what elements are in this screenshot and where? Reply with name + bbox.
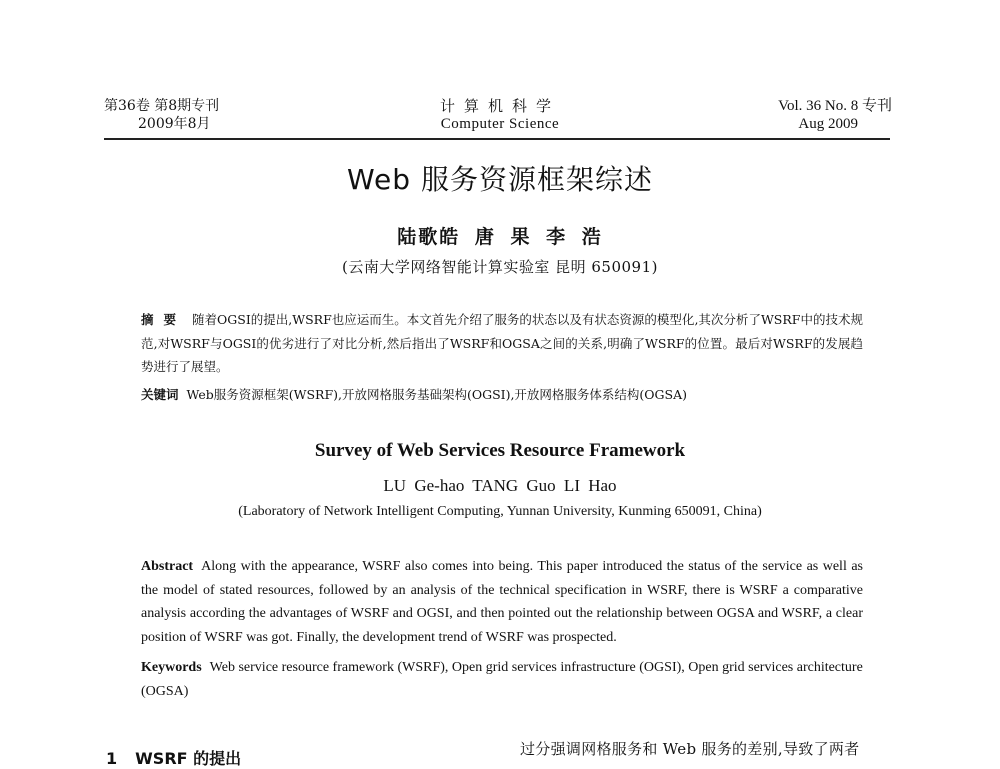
keywords-en [141,656,863,703]
paper-title-cn: Web 服务资源框架综述 [347,163,653,196]
issue-date-en: Aug 2009 [798,116,858,132]
abstract-en-text: Along with the appearance, WSRF also comes into being. This paper introduced the status of the service as well as the model of stated resources, followed by an analysis of the technical specification in WSRF, there is WSRF a comparative analysis according the advantages of WSRF and OGSI, and then pointed out the relationship between OGSA and WSRF, a clear position of WSRF was got. Finally, the development trend of WSRF was prospected. [141,559,863,645]
issue-date: 2009年8月 [138,116,211,132]
section-number: 1 [106,749,118,768]
authors-cn: 陆歌皓 唐 果 李 浩 [397,226,603,248]
abstract-en [141,555,863,649]
journal-name-cn: 计算机科学 [439,97,560,115]
keywords-en-label: Keywords [141,660,202,675]
journal-name [388,97,612,133]
affiliation-en: (Laboratory of Network Intelligent Computing, Yunnan University, Kunming 650091, China) [238,504,762,519]
affiliation-cn: (云南大学网络智能计算实验室 昆明 650091) [341,258,658,276]
keywords-cn-label: 关键词 [141,387,179,402]
abstract-cn-label: 摘要 [141,312,187,327]
volume-issue: 第36卷 第8期专刊 [104,98,220,114]
keywords-en-text: Web service resource framework (WSRF), Open grid services infrastructure (OGSI), Open grid services architecture (OGSA) [141,660,863,699]
abstract-cn-text: 随着OGSI的提出,WSRF也应运而生。本文首先介绍了服务的状态以及有状态资源的模型化,其次分析了WSRF中的技术规范,对WSRF与OGSI的优劣进行了对比分析,然后指出了WSRF和OGSA之间的关系,明确了WSRF的位置。最后对WSRF的发展趋势进行了展望。 [141,312,863,374]
volume-issue-en: Vol. 36 No. 8 专刊 [778,98,892,114]
journal-volume-info [104,97,219,133]
header-divider [104,138,890,140]
paper-title-en: Survey of Web Services Resource Framework [314,440,686,461]
section-heading [106,746,241,769]
body-text-right-column: 过分强调网格服务和 Web 服务的差别,导致了两者 [520,740,860,758]
abstract-en-label: Abstract [141,559,194,574]
journal-volume-info-en [778,97,892,133]
authors-en: LU Ge-hao TANG Guo LI Hao [383,476,617,495]
journal-name-en: Computer Science [440,116,560,132]
keywords-cn-text: Web服务资源框架(WSRF),开放网格服务基础架构(OGSI),开放网格服务体系结构(OGSA) [186,387,688,402]
keywords-cn [141,384,863,406]
section-title: WSRF 的提出 [135,749,242,768]
abstract-cn [141,308,863,379]
